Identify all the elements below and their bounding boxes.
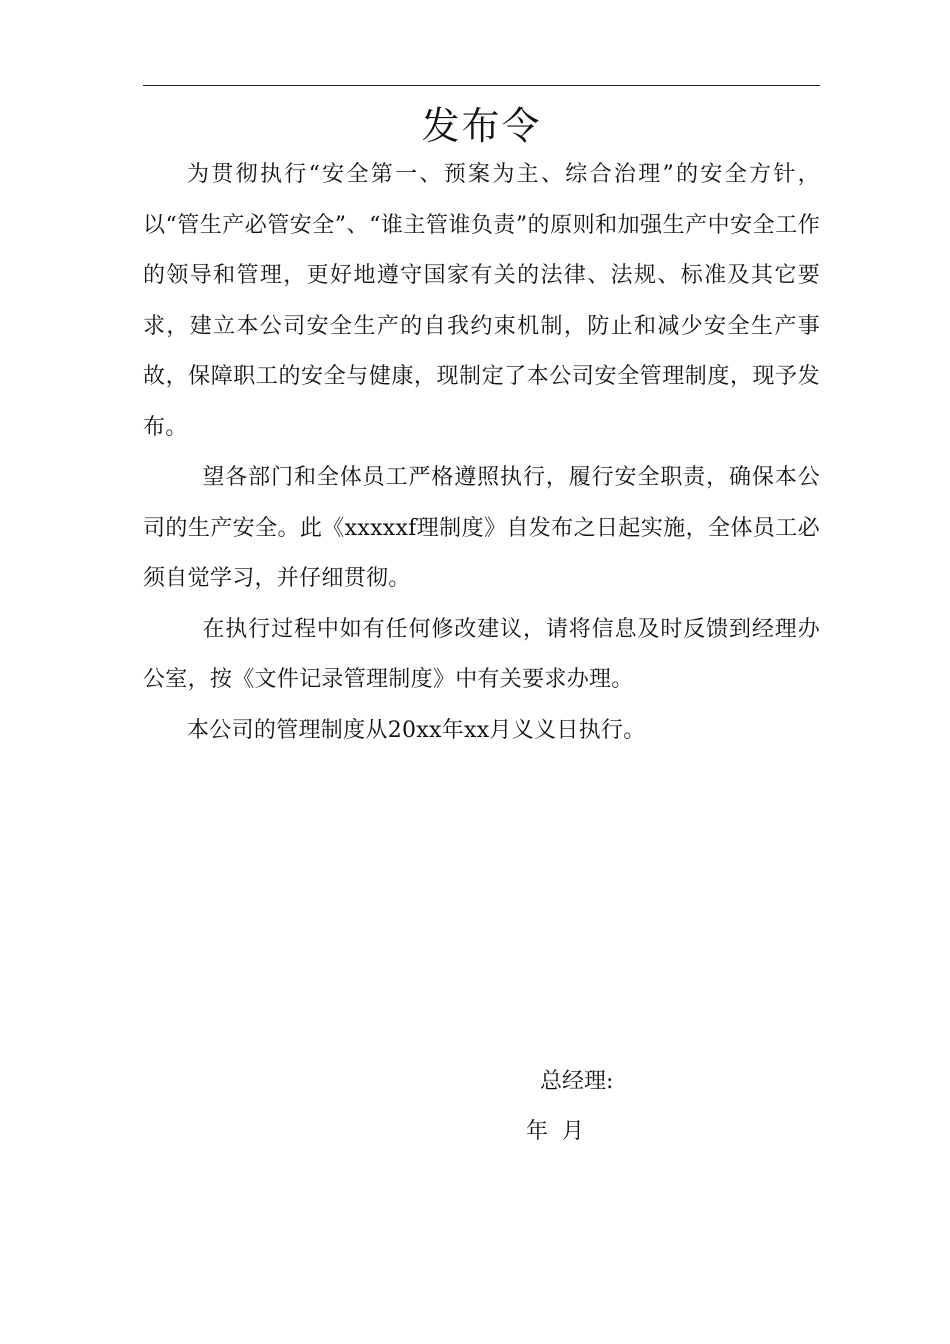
document-title: 发布令 [421,104,542,148]
paragraph-feedback: 在执行过程中如有任何修改建议，请将信息及时反馈到经理办公室，按《文件记录管理制度》中有关要求办理。 [143,616,820,692]
paragraph-purpose: 为贯彻执行“安全第一、预案为主、综合治理”的安全方针，以“管生产必管安全”、“谁主管谁负责”的原则和加强生产中安全工作的领导和管理，更好地遵守国家有关的法律、法规、标准及其它要求，建立本公司安全生产的自我约束机制，防止和减少安全生产事故，保障职工的安全与健康，现制定了本公司安全管理制度，现予发布。 [143,162,820,440]
signer-label: 总经理: [540,1069,614,1094]
paragraph-compliance: 望各部门和全体员工严格遵照执行，履行安全职责，确保本公司的生产安全。此《xxxxxf理制度》自发布之日起实施，全体员工必须自觉学习，并仔细贯彻。 [143,465,820,591]
header-rule [143,85,820,86]
paragraph-effective-date: 本公司的管理制度从20xx年xx月义义日执行。 [187,717,646,743]
document-body [143,150,820,756]
date-line: 年 月 [526,1119,584,1144]
